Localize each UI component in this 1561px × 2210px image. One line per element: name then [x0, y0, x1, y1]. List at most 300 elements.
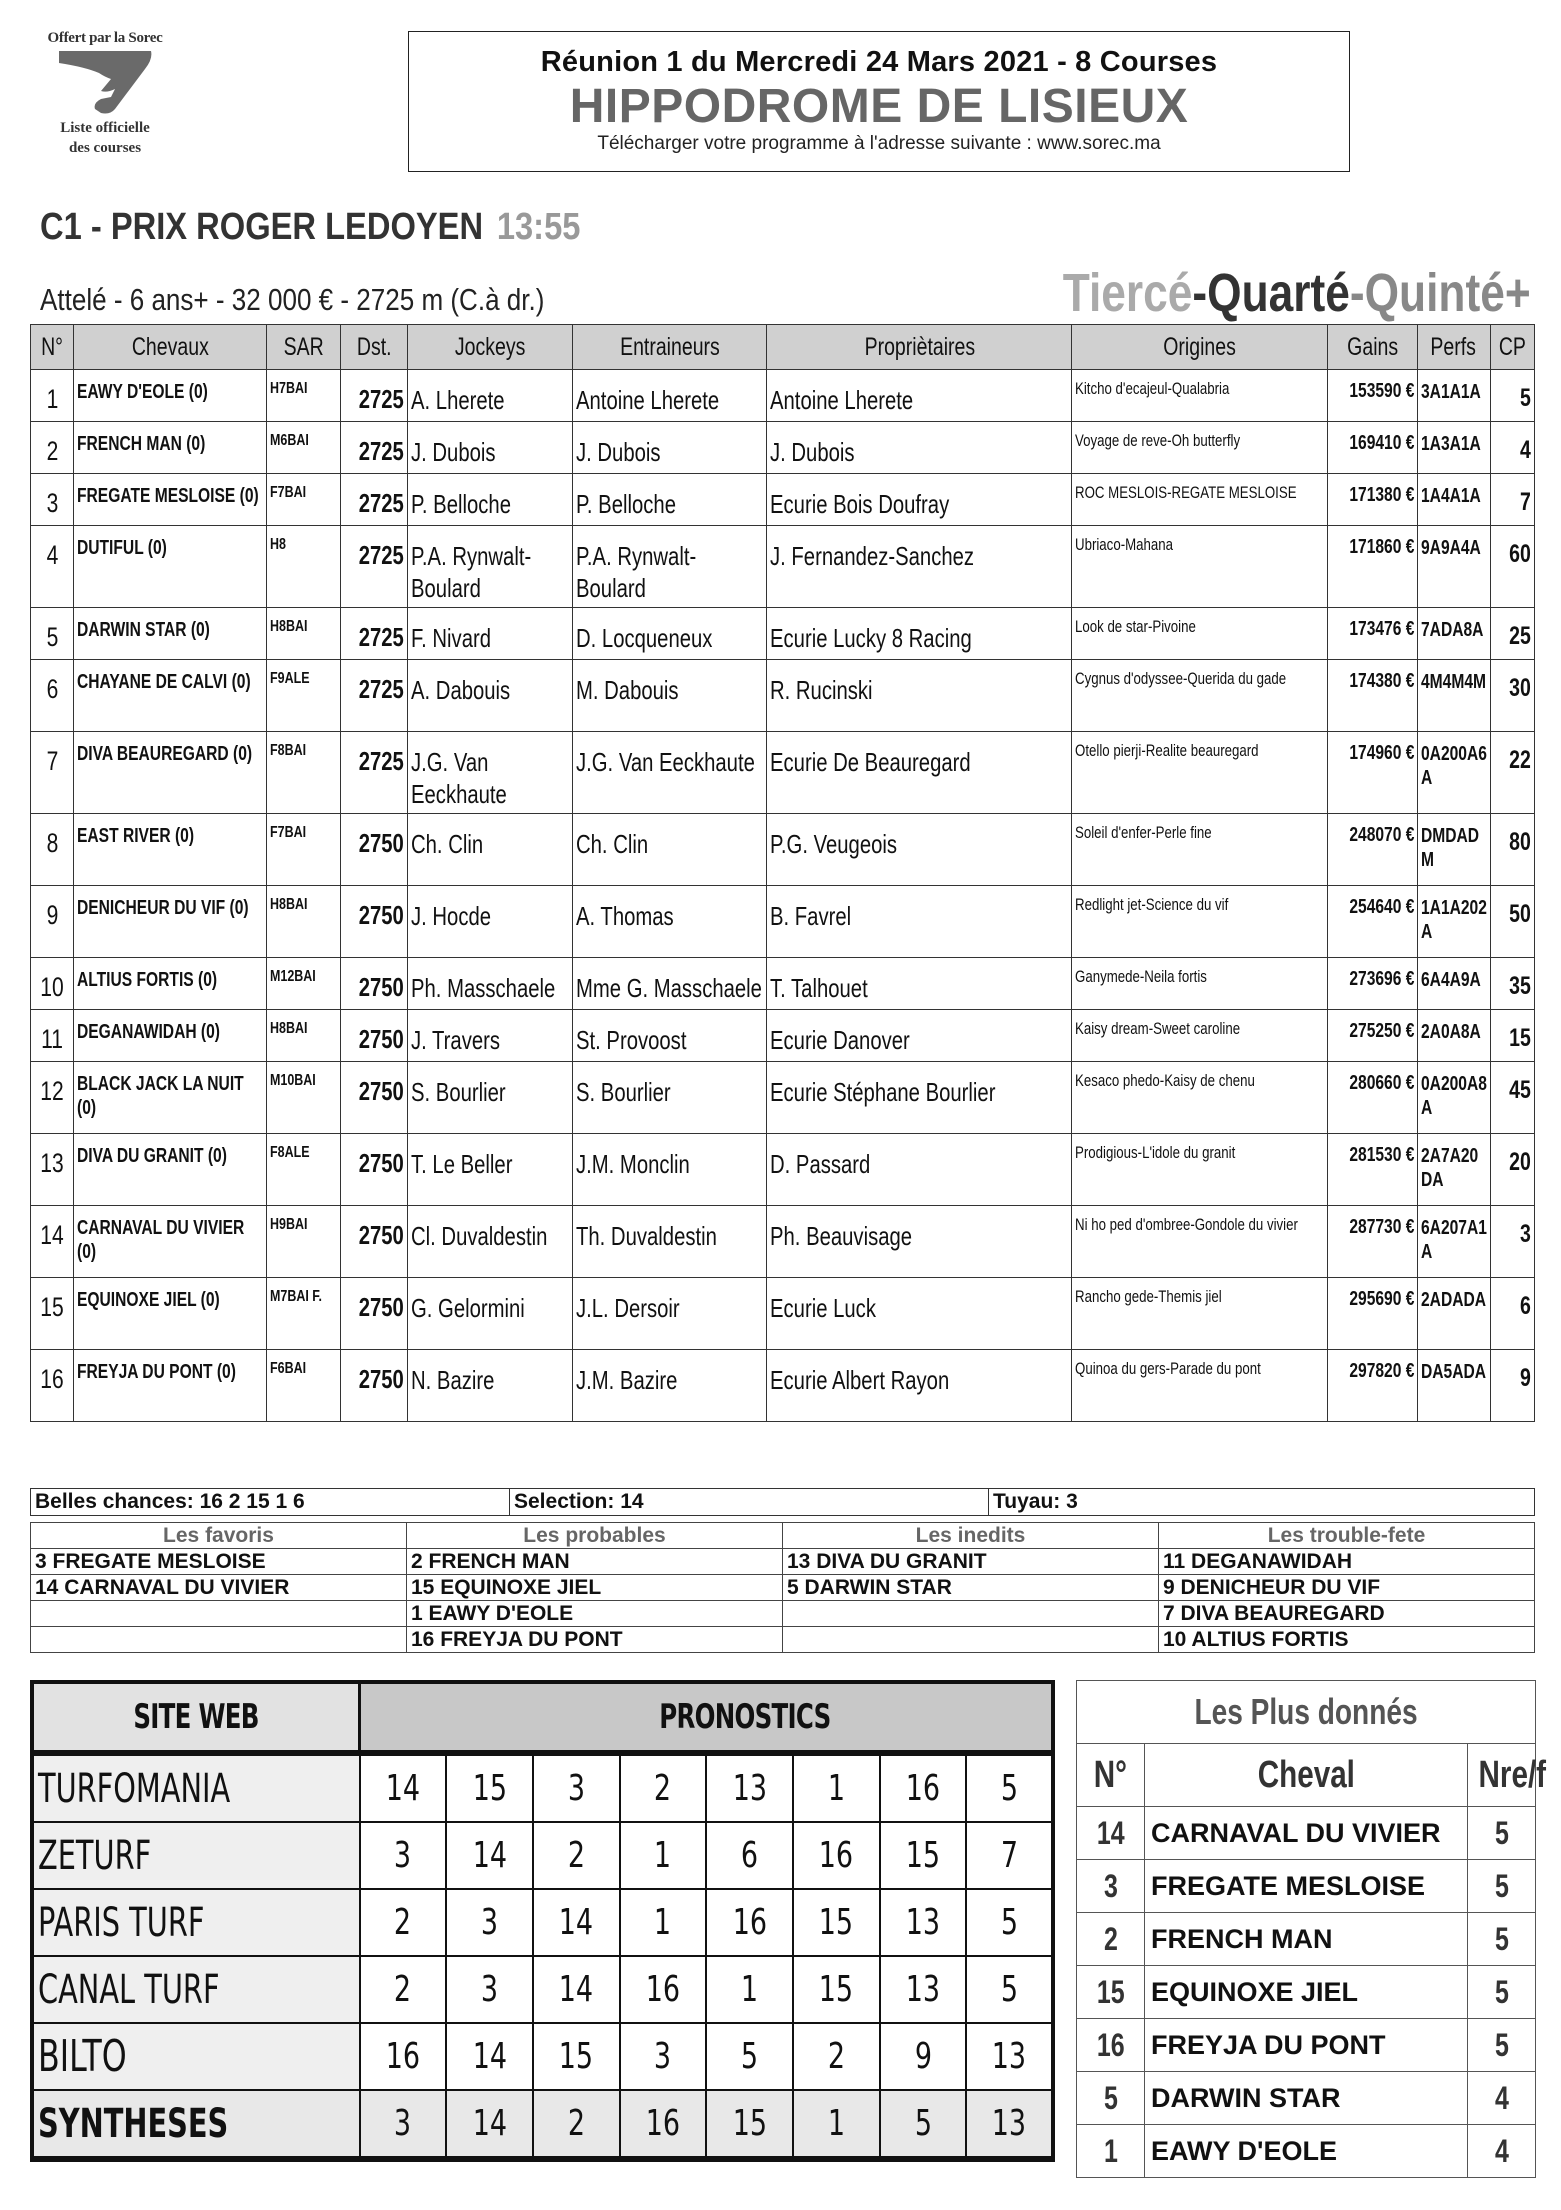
- pick-number: 13: [991, 2103, 1027, 2144]
- distance-cell: [341, 1206, 408, 1278]
- col-cp: CP: [1490, 325, 1534, 370]
- owner: Ph. Beauvisage: [770, 1221, 913, 1251]
- sex-age-coat-cell: [266, 526, 340, 608]
- plus-num-cell: [1077, 2125, 1145, 2178]
- performances-cell: [1417, 814, 1490, 886]
- plus-col-num: N°: [1077, 1744, 1145, 1807]
- origins: Ubriaco-Mahana: [1075, 535, 1174, 554]
- runner-number-cell: [31, 1010, 74, 1062]
- pick-number: 7: [1000, 1835, 1018, 1876]
- runner-number-cell: [31, 1062, 74, 1134]
- pick-cell: [620, 1889, 707, 1956]
- plus-count: 5: [1494, 1867, 1509, 1904]
- sex-age-coat-cell: [266, 660, 340, 732]
- category-entry: [31, 1627, 407, 1653]
- trainer-cell: [572, 660, 767, 732]
- col-jockeys: Jockeys: [408, 325, 573, 370]
- sex-age-coat: M6BAI: [269, 432, 309, 449]
- runner-number: 10: [40, 972, 64, 1002]
- runner-number-cell: [31, 958, 74, 1010]
- plus-count: 4: [1494, 2132, 1509, 2169]
- selection: Selection: 14: [510, 1489, 989, 1516]
- sex-age-coat: M12BAI: [269, 968, 316, 985]
- trainer: J. Dubois: [575, 437, 661, 467]
- origins: Ganymede-Neila fortis: [1075, 967, 1208, 986]
- distance-cell: [341, 1062, 408, 1134]
- gains-cell: [1328, 474, 1417, 526]
- plus-count-cell: [1468, 1807, 1536, 1860]
- sex-age-coat: M10BAI: [269, 1072, 316, 1089]
- pick-cell: [793, 2023, 880, 2090]
- origins-cell: [1072, 1206, 1328, 1278]
- gains-cell: [1328, 886, 1417, 958]
- site-name: ZETURF: [38, 1832, 152, 1879]
- gains: 173476 €: [1349, 618, 1415, 640]
- jockey-cell: [408, 370, 573, 422]
- sex-age-coat: F8BAI: [269, 742, 306, 759]
- runner-number-cell: [31, 422, 74, 474]
- sex-age-coat: F7BAI: [269, 484, 306, 501]
- cote-probable-cell: [1490, 526, 1534, 608]
- plus-horse-name: EAWY D'EOLE: [1145, 2125, 1468, 2178]
- origins-cell: [1072, 526, 1328, 608]
- horse-name-cell: [74, 526, 267, 608]
- cote-probable: 15: [1509, 1024, 1531, 1052]
- distance-cell: [341, 958, 408, 1010]
- col-trainers: Entraineurs: [572, 325, 767, 370]
- runner-number-cell: [31, 608, 74, 660]
- origins: ROC MESLOIS-REGATE MESLOISE: [1075, 483, 1297, 502]
- distance-cell: [341, 814, 408, 886]
- distance-cell: [341, 422, 408, 474]
- distance: 2750: [359, 900, 405, 930]
- cote-probable-cell: [1490, 1062, 1534, 1134]
- runner-number: 16: [40, 1364, 64, 1394]
- sex-age-coat-cell: [266, 608, 340, 660]
- sex-age-coat-cell: [266, 370, 340, 422]
- pick-cell: [360, 2023, 447, 2090]
- horse-name: CHAYANE DE CALVI (0): [77, 671, 251, 693]
- sex-age-coat: H8BAI: [269, 896, 308, 913]
- site-name: TURFOMANIA: [38, 1765, 231, 1812]
- pick-number: 1: [654, 1835, 672, 1876]
- pick-cell: [966, 1956, 1053, 2023]
- pick-number: 2: [827, 2036, 845, 2077]
- trainer-cell: [572, 422, 767, 474]
- site-name-cell: [32, 2023, 360, 2090]
- performances-cell: [1417, 1278, 1490, 1350]
- category-entry: 3 FREGATE MESLOISE: [31, 1549, 407, 1575]
- site-name-cell: [32, 1956, 360, 2023]
- trainer-cell: [572, 732, 767, 814]
- pick-number: 15: [559, 2036, 594, 2077]
- pick-cell: [706, 1889, 793, 1956]
- pick-number: 3: [480, 1902, 499, 1943]
- bet-type-tierce: Tiercé: [1063, 263, 1193, 323]
- plus-horse-name: DARWIN STAR: [1145, 2072, 1468, 2125]
- cote-probable-cell: [1490, 958, 1534, 1010]
- owner: Ecurie De Beauregard: [770, 747, 972, 777]
- performances: 2A7A20DA: [1420, 1145, 1478, 1191]
- plus-donnes-row: [1077, 1913, 1536, 1966]
- trainer-cell: [572, 886, 767, 958]
- jockey: P.A. Rynwalt-Boulard: [411, 541, 532, 603]
- runner-number-cell: [31, 1278, 74, 1350]
- cote-probable: 35: [1509, 972, 1531, 1000]
- pick-number: 2: [394, 1902, 412, 1943]
- plus-num-cell: [1077, 1966, 1145, 2019]
- jockey: F. Nivard: [411, 623, 492, 653]
- trainer: J.G. Van Eeckhaute: [575, 747, 755, 777]
- pick-cell: [533, 2023, 620, 2090]
- pick-number: 13: [991, 2036, 1027, 2077]
- distance-cell: [341, 660, 408, 732]
- distance: 2725: [359, 746, 405, 776]
- gains-cell: [1328, 814, 1417, 886]
- sex-age-coat-cell: [266, 886, 340, 958]
- runner-row: [31, 1010, 1535, 1062]
- origins: Kesaco phedo-Kaisy de chenu: [1075, 1071, 1256, 1090]
- horse-name-cell: [74, 1350, 267, 1422]
- cote-probable: 7: [1520, 488, 1531, 516]
- plus-horse-name: EQUINOXE JIEL: [1145, 1966, 1468, 2019]
- pick-cell: [880, 1956, 967, 2023]
- category-row: [31, 1575, 1535, 1601]
- runner-number: 8: [46, 828, 58, 858]
- pick-cell: [360, 2090, 447, 2159]
- origins-cell: [1072, 958, 1328, 1010]
- runner-row: [31, 474, 1535, 526]
- pick-number: 15: [819, 1902, 854, 1943]
- jockey: J. Dubois: [411, 437, 496, 467]
- cote-probable: 60: [1509, 540, 1531, 568]
- plus-num: 16: [1096, 2026, 1125, 2063]
- jockey: N. Bazire: [411, 1365, 495, 1395]
- gains-cell: [1328, 608, 1417, 660]
- pronostic-row: [32, 2023, 1053, 2090]
- category-entry: 13 DIVA DU GRANIT: [783, 1549, 1159, 1575]
- horse-name: DIVA BEAUREGARD (0): [77, 743, 253, 765]
- sex-age-coat: F6BAI: [269, 1360, 306, 1377]
- pick-number: 13: [905, 1969, 941, 2010]
- pick-cell: [966, 2090, 1053, 2159]
- plus-num: 5: [1103, 2079, 1118, 2116]
- owner: D. Passard: [770, 1149, 871, 1179]
- logo-top-text: Offert par la Sorec: [47, 30, 163, 46]
- distance: 2725: [359, 436, 405, 466]
- distance: 2750: [359, 1292, 405, 1322]
- jockey: G. Gelormini: [411, 1293, 526, 1323]
- gains: 287730 €: [1349, 1216, 1415, 1238]
- performances-cell: [1417, 1010, 1490, 1062]
- sex-age-coat-cell: [266, 1010, 340, 1062]
- runner-number-cell: [31, 1350, 74, 1422]
- performances-cell: [1417, 608, 1490, 660]
- col-num: N°: [31, 325, 74, 370]
- pronostic-row: [32, 2090, 1053, 2159]
- trainer-cell: [572, 1278, 767, 1350]
- runner-number-cell: [31, 732, 74, 814]
- horse-name-cell: [74, 958, 267, 1010]
- pick-cell: [706, 2023, 793, 2090]
- runner-row: [31, 732, 1535, 814]
- horse-name-cell: [74, 1134, 267, 1206]
- pronostics-table: [30, 1680, 1055, 2162]
- owner: Ecurie Stéphane Bourlier: [770, 1077, 996, 1107]
- category-entry: 11 DEGANAWIDAH: [1159, 1549, 1535, 1575]
- sex-age-coat: H8BAI: [269, 1020, 308, 1037]
- pick-number: 16: [645, 2103, 681, 2144]
- runner-row: [31, 526, 1535, 608]
- race-title: [40, 206, 580, 249]
- belles-chances: Belles chances: 16 2 15 1 6: [31, 1489, 510, 1516]
- cote-probable-cell: [1490, 370, 1534, 422]
- plus-count-cell: [1468, 1966, 1536, 2019]
- horse-name: EAWY D'EOLE (0): [77, 381, 208, 403]
- owner-cell: [767, 422, 1072, 474]
- gains-cell: [1328, 526, 1417, 608]
- owner: Ecurie Bois Doufray: [770, 489, 950, 519]
- venue-name: HIPPODROME DE LISIEUX: [569, 80, 1189, 133]
- origins-cell: [1072, 1062, 1328, 1134]
- pick-number: 5: [1000, 1902, 1018, 1943]
- site-name-cell: [32, 1753, 360, 1822]
- plus-count-cell: [1468, 2019, 1536, 2072]
- trainer-cell: [572, 1062, 767, 1134]
- trainer: J.M. Monclin: [575, 1149, 690, 1179]
- gains: 248070 €: [1349, 824, 1415, 846]
- plus-donnes-row: [1077, 1807, 1536, 1860]
- plus-donnes-row: [1077, 1966, 1536, 2019]
- pick-cell: [793, 1822, 880, 1889]
- distance: 2750: [359, 972, 405, 1002]
- cote-probable: 50: [1509, 900, 1531, 928]
- col-horses: Chevaux: [74, 325, 267, 370]
- gains: 171860 €: [1349, 536, 1415, 558]
- sex-age-coat-cell: [266, 1062, 340, 1134]
- origins-cell: [1072, 886, 1328, 958]
- runner-row: [31, 814, 1535, 886]
- gains: 169410 €: [1349, 432, 1415, 454]
- site-name: BILTO: [38, 2031, 127, 2082]
- pick-number: 5: [1000, 1768, 1018, 1809]
- distance-cell: [341, 1134, 408, 1206]
- pick-number: 15: [819, 1969, 854, 2010]
- owner-cell: [767, 1278, 1072, 1350]
- horse-name: EAST RIVER (0): [77, 825, 195, 847]
- origins-cell: [1072, 370, 1328, 422]
- bet-type-quarte: -Quarté: [1192, 263, 1351, 323]
- owner: Ecurie Albert Rayon: [770, 1365, 950, 1395]
- distance: 2725: [359, 384, 405, 414]
- origins-cell: [1072, 422, 1328, 474]
- distance: 2750: [359, 1024, 405, 1054]
- distance: 2750: [359, 828, 405, 858]
- origins: Quinoa du gers-Parade du pont: [1075, 1359, 1262, 1378]
- trainer: D. Locqueneux: [575, 623, 713, 653]
- jockey: Ph. Masschaele: [411, 973, 556, 1003]
- runner-row: [31, 1134, 1535, 1206]
- horse-name: FREYJA DU PONT (0): [77, 1361, 237, 1383]
- bet-types: [1063, 262, 1531, 324]
- runner-number: 13: [40, 1148, 64, 1178]
- gains-cell: [1328, 660, 1417, 732]
- plus-horse-name: FRENCH MAN: [1145, 1913, 1468, 1966]
- runner-number: 15: [40, 1292, 64, 1322]
- jockey: J.G. Van Eeckhaute: [411, 747, 508, 809]
- pick-cell: [533, 1753, 620, 1822]
- distance: 2725: [359, 488, 405, 518]
- distance-cell: [341, 526, 408, 608]
- pick-cell: [706, 1753, 793, 1822]
- performances-cell: [1417, 1134, 1490, 1206]
- owner: Antoine Lherete: [770, 385, 914, 415]
- pick-cell: [533, 1889, 620, 1956]
- race-name: C1 - PRIX ROGER LEDOYEN: [40, 206, 484, 248]
- gains: 171380 €: [1349, 484, 1415, 506]
- owner: J. Dubois: [770, 437, 855, 467]
- distance-cell: [341, 474, 408, 526]
- runner-number: 14: [40, 1220, 64, 1250]
- pick-cell: [620, 2023, 707, 2090]
- jockey-cell: [408, 814, 573, 886]
- plus-num: 1: [1103, 2132, 1118, 2169]
- jockey-cell: [408, 474, 573, 526]
- horse-name-cell: [74, 660, 267, 732]
- trainer-cell: [572, 526, 767, 608]
- plus-col-count: Nre/f: [1468, 1744, 1536, 1807]
- plus-num-cell: [1077, 1807, 1145, 1860]
- cote-probable: 20: [1509, 1148, 1531, 1176]
- pick-cell: [360, 1753, 447, 1822]
- pick-cell: [533, 2090, 620, 2159]
- plus-count: 5: [1494, 1973, 1509, 2010]
- jockey-cell: [408, 958, 573, 1010]
- owner-cell: [767, 660, 1072, 732]
- owner-cell: [767, 958, 1072, 1010]
- pick-number: 1: [827, 2103, 845, 2144]
- category-entry: 15 EQUINOXE JIEL: [407, 1575, 783, 1601]
- pick-number: 9: [914, 2036, 932, 2077]
- performances: 2ADADA: [1420, 1289, 1486, 1311]
- performances: 1A1A202A: [1420, 897, 1487, 943]
- runner-number-cell: [31, 474, 74, 526]
- cote-probable-cell: [1490, 732, 1534, 814]
- trainer: St. Provoost: [575, 1025, 687, 1055]
- pick-number: 2: [567, 2103, 585, 2144]
- category-entry: 16 FREYJA DU PONT: [407, 1627, 783, 1653]
- gains-cell: [1328, 732, 1417, 814]
- origins: Kaisy dream-Sweet caroline: [1075, 1019, 1241, 1038]
- col-distance: Dst.: [341, 325, 408, 370]
- pick-cell: [966, 1889, 1053, 1956]
- pick-number: 3: [394, 2103, 412, 2144]
- pick-cell: [446, 2090, 533, 2159]
- gains: 153590 €: [1349, 380, 1415, 402]
- pick-cell: [966, 1822, 1053, 1889]
- pick-number: 15: [472, 1768, 507, 1809]
- logo-bottom-text-2: des courses: [68, 140, 142, 156]
- pick-cell: [446, 1956, 533, 2023]
- distance: 2750: [359, 1220, 405, 1250]
- horse-name-cell: [74, 1062, 267, 1134]
- race-conditions: Attelé - 6 ans+ - 32 000 € - 2725 m (C.à dr.): [40, 282, 545, 317]
- trainer-cell: [572, 1350, 767, 1422]
- category-entry: [783, 1601, 1159, 1627]
- pick-cell: [966, 2023, 1053, 2090]
- pronostic-row: [32, 1956, 1053, 2023]
- category-entry: 14 CARNAVAL DU VIVIER: [31, 1575, 407, 1601]
- cote-probable-cell: [1490, 1350, 1534, 1422]
- pick-cell: [620, 1956, 707, 2023]
- owner-cell: [767, 732, 1072, 814]
- pick-number: 5: [741, 2036, 759, 2077]
- pick-number: 14: [472, 2103, 507, 2144]
- category-entry: 10 ALTIUS FORTIS: [1159, 1627, 1535, 1653]
- runners-table: [30, 324, 1535, 1422]
- category-entry: [31, 1601, 407, 1627]
- trainer: A. Thomas: [575, 901, 674, 931]
- bet-type-quinte: -Quinté+: [1350, 263, 1531, 323]
- distance-cell: [341, 370, 408, 422]
- pick-number: 2: [567, 1835, 585, 1876]
- performances: DA5ADA: [1420, 1361, 1486, 1383]
- jockey-cell: [408, 1010, 573, 1062]
- gains: 280660 €: [1349, 1072, 1415, 1094]
- plus-count: 5: [1494, 2026, 1509, 2063]
- performances-cell: [1417, 422, 1490, 474]
- runner-number: 12: [40, 1076, 64, 1106]
- cote-probable-cell: [1490, 608, 1534, 660]
- gains-cell: [1328, 1062, 1417, 1134]
- cote-probable-cell: [1490, 886, 1534, 958]
- plus-num-cell: [1077, 1913, 1145, 1966]
- distance: 2725: [359, 540, 405, 570]
- sex-age-coat-cell: [266, 958, 340, 1010]
- plus-num-cell: [1077, 2019, 1145, 2072]
- pick-number: 14: [559, 1902, 594, 1943]
- gains-cell: [1328, 370, 1417, 422]
- pick-cell: [706, 2090, 793, 2159]
- performances-cell: [1417, 1062, 1490, 1134]
- pick-number: 3: [654, 2036, 672, 2077]
- horse-head-icon: [55, 49, 155, 117]
- sex-age-coat: M7BAI F.: [269, 1288, 322, 1305]
- horse-name-cell: [74, 1206, 267, 1278]
- cote-probable-cell: [1490, 1278, 1534, 1350]
- sex-age-coat-cell: [266, 1350, 340, 1422]
- runner-row: [31, 1350, 1535, 1422]
- pick-number: 14: [559, 1969, 594, 2010]
- plus-horse-name: FREYJA DU PONT: [1145, 2019, 1468, 2072]
- performances: 9A9A4A: [1420, 537, 1481, 559]
- origins: Cygnus d'odyssee-Querida du gade: [1075, 669, 1287, 688]
- pick-cell: [360, 1822, 447, 1889]
- trainer: Ch. Clin: [575, 829, 648, 859]
- jockey-cell: [408, 526, 573, 608]
- plus-num: 14: [1096, 1814, 1125, 1851]
- gains: 281530 €: [1349, 1144, 1415, 1166]
- horse-name: DUTIFUL (0): [77, 537, 167, 559]
- plus-donnes-row: [1077, 1860, 1536, 1913]
- pick-number: 5: [914, 2103, 932, 2144]
- jockey-cell: [408, 1350, 573, 1422]
- pick-cell: [706, 1956, 793, 2023]
- performances-cell: [1417, 526, 1490, 608]
- meeting-date: Réunion 1 du Mercredi 24 Mars 2021 - 8 Courses: [540, 46, 1218, 78]
- pick-number: 3: [394, 1835, 412, 1876]
- runner-number-cell: [31, 1134, 74, 1206]
